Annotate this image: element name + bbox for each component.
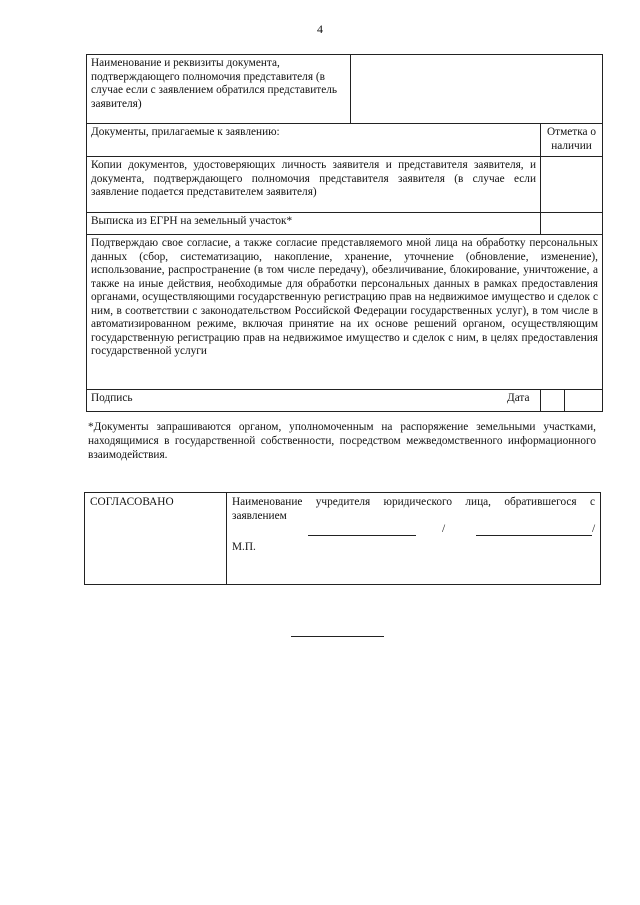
attachment-mark-cell[interactable] <box>541 213 603 235</box>
end-rule <box>291 636 384 637</box>
mark-header: Отметка о наличии <box>541 124 603 157</box>
attachment-row <box>87 157 603 213</box>
slash-separator: / <box>592 523 596 536</box>
signature-field[interactable] <box>87 390 541 412</box>
consent-text: Подтверждаю свое согласие, а также согласие представляемого мной лица на обработку персональных данных (сбор, систематизацию, накопление, хранение, уточнение (обновление, изменение), использование, распространение (в том числе передачу), обезличивание, блокирование, уничтожение, а также на иные действия, необходимые для обработки персональных данных в рамках предоставления органами, осуществляющими государственную регистрацию прав на недвижимое имущество и сделок с ним, в соответствии с законодательством Российской Федерации государственных услуг), в том числе в автоматизированном режиме, включая принятие на их основе решений органом, осуществляющим государственную регистрацию прав на недвижимое имущество и сделок с ним, в целях предоставления государственной услуги <box>87 235 603 390</box>
approval-cell <box>85 493 227 585</box>
stamp-label: М.П. <box>232 541 256 554</box>
attachment-row <box>87 213 603 235</box>
attachment-item-identity-docs: Копии документов, удостоверяющих личность заявителя и представителя заявителя, и документа, подтверждающего полномочия представителя заявителя (в случае если заявление подается представителем заявителя) <box>87 157 541 213</box>
footnote: *Документы запрашиваются органом, уполномоченным на распоряжение земельными участками, находящимися в государственной собственности, посредством межведомственного информационного взаимодействия. <box>88 421 596 462</box>
application-table <box>86 54 603 412</box>
founder-cell <box>227 493 601 585</box>
attachments-header: Документы, прилагаемые к заявлению: <box>87 124 541 157</box>
attachments-header-row <box>87 124 603 157</box>
founder-name-line[interactable] <box>476 535 592 536</box>
representative-doc-value[interactable] <box>351 55 603 124</box>
representative-doc-label: Наименование и реквизиты документа, подтверждающего полномочия представителя (в случае если с заявлением обратился представитель заявителя) <box>87 55 351 124</box>
slash-separator: / <box>442 523 446 536</box>
date-label: Дата <box>507 392 530 404</box>
signature-row <box>87 390 603 412</box>
approval-title: СОГЛАСОВАНО <box>90 496 174 508</box>
date-field[interactable] <box>507 390 603 412</box>
representative-doc-row <box>87 55 603 124</box>
page-number: 4 <box>317 22 323 36</box>
attachment-item-egrn-extract: Выписка из ЕГРН на земельный участок* <box>87 213 541 235</box>
consent-row <box>87 235 603 390</box>
approval-table <box>84 492 601 585</box>
signature-label: Подпись <box>91 392 133 404</box>
founder-label: Наименование учредителя юридического лица, обратившегося с заявлением <box>232 496 595 522</box>
signature-lines <box>232 523 595 569</box>
attachment-mark-cell[interactable] <box>541 157 603 213</box>
founder-signature-line[interactable] <box>308 535 416 536</box>
